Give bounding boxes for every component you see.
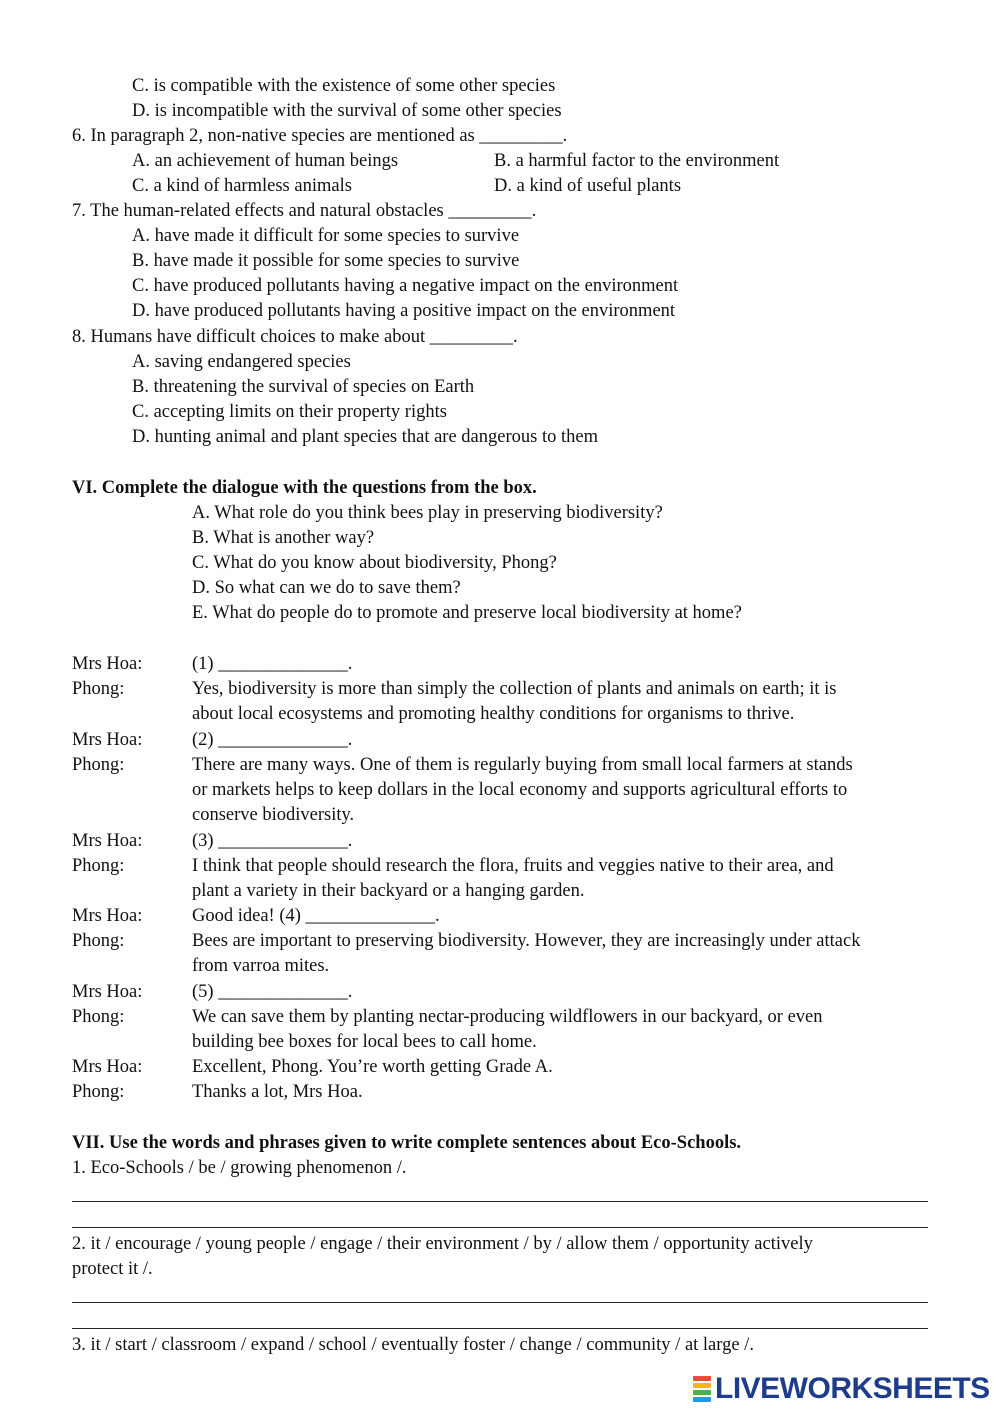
dialogue-speaker: Phong: bbox=[72, 755, 125, 775]
dialogue-speaker: Phong: bbox=[72, 679, 125, 699]
dialogue-speaker: Phong: bbox=[72, 1082, 125, 1102]
dialogue-line: about local ecosystems and promoting healthy conditions for organisms to thrive. bbox=[192, 704, 795, 724]
q6-option-d: D. a kind of useful plants bbox=[494, 176, 682, 196]
liveworksheets-logo bbox=[693, 1374, 990, 1404]
dialogue-line: I think that people should research the flora, fruits and veggies native to their area, and bbox=[192, 856, 834, 876]
q7-option-b: B. have made it possible for some species to survive bbox=[132, 251, 520, 271]
q8-option-c: C. accepting limits on their property rights bbox=[132, 402, 447, 422]
prompt-2-cont: protect it /. bbox=[72, 1259, 153, 1279]
dialogue-blank-3[interactable]: (3) ______________. bbox=[192, 831, 353, 851]
question-box-option: A. What role do you think bees play in preserving biodiversity? bbox=[192, 503, 663, 523]
dialogue-line: from varroa mites. bbox=[192, 956, 330, 976]
logo-bar bbox=[693, 1397, 711, 1402]
answer-line-2a[interactable] bbox=[72, 1302, 928, 1303]
dialogue-speaker: Mrs Hoa: bbox=[72, 906, 143, 926]
dialogue-line: Thanks a lot, Mrs Hoa. bbox=[192, 1082, 363, 1102]
q7-option-a: A. have made it difficult for some species to survive bbox=[132, 226, 520, 246]
question-box-option: D. So what can we do to save them? bbox=[192, 578, 461, 598]
section-6-heading: VI. Complete the dialogue with the questions from the box. bbox=[72, 478, 537, 498]
dialogue-line: conserve biodiversity. bbox=[192, 805, 355, 825]
prompt-2: 2. it / encourage / young people / engage / their environment / by / allow them / opportunity actively bbox=[72, 1234, 813, 1254]
dialogue-line: plant a variety in their backyard or a hanging garden. bbox=[192, 881, 585, 901]
q8-stem: 8. Humans have difficult choices to make about _________. bbox=[72, 327, 518, 347]
answer-line-1a[interactable] bbox=[72, 1201, 928, 1202]
answer-line-1b[interactable] bbox=[72, 1227, 928, 1228]
dialogue-speaker: Phong: bbox=[72, 1007, 125, 1027]
dialogue-line: There are many ways. One of them is regularly buying from small local farmers at stands bbox=[192, 755, 853, 775]
answer-line-2b[interactable] bbox=[72, 1328, 928, 1329]
dialogue-line: or markets helps to keep dollars in the local economy and supports agricultural efforts to bbox=[192, 780, 848, 800]
dialogue-blank-2[interactable]: (2) ______________. bbox=[192, 730, 353, 750]
question-box-option: B. What is another way? bbox=[192, 528, 375, 548]
q7-option-c: C. have produced pollutants having a negative impact on the environment bbox=[132, 276, 679, 296]
q6-option-c: C. a kind of harmless animals bbox=[132, 176, 352, 196]
prompt-3: 3. it / start / classroom / expand / school / eventually foster / change / community / at large /. bbox=[72, 1335, 754, 1355]
logo-mark-icon bbox=[693, 1376, 711, 1402]
dialogue-blank-5[interactable]: (5) ______________. bbox=[192, 982, 353, 1002]
logo-bar bbox=[693, 1390, 711, 1395]
q6-stem: 6. In paragraph 2, non-native species are mentioned as _________. bbox=[72, 126, 568, 146]
dialogue-blank-1[interactable]: (1) ______________. bbox=[192, 654, 353, 674]
question-box-option: C. What do you know about biodiversity, Phong? bbox=[192, 553, 557, 573]
dialogue-speaker: Phong: bbox=[72, 856, 125, 876]
dialogue-line: Bees are important to preserving biodiversity. However, they are increasingly under attack bbox=[192, 931, 861, 951]
q5-option-d: D. is incompatible with the survival of some other species bbox=[132, 101, 562, 121]
dialogue-line: Excellent, Phong. You’re worth getting Grade A. bbox=[192, 1057, 553, 1077]
question-box-option: E. What do people do to promote and preserve local biodiversity at home? bbox=[192, 603, 742, 623]
q6-option-b: B. a harmful factor to the environment bbox=[494, 151, 780, 171]
q8-option-b: B. threatening the survival of species on Earth bbox=[132, 377, 475, 397]
dialogue-speaker: Mrs Hoa: bbox=[72, 730, 143, 750]
prompt-1: 1. Eco-Schools / be / growing phenomenon /. bbox=[72, 1158, 407, 1178]
q8-option-a: A. saving endangered species bbox=[132, 352, 351, 372]
dialogue-line: We can save them by planting nectar-producing wildflowers in our backyard, or even bbox=[192, 1007, 823, 1027]
dialogue-line: building bee boxes for local bees to call home. bbox=[192, 1032, 537, 1052]
logo-bar bbox=[693, 1376, 711, 1381]
dialogue-speaker: Mrs Hoa: bbox=[72, 982, 143, 1002]
dialogue-speaker: Mrs Hoa: bbox=[72, 1057, 143, 1077]
dialogue-speaker: Mrs Hoa: bbox=[72, 831, 143, 851]
dialogue-speaker: Phong: bbox=[72, 931, 125, 951]
dialogue-blank-4[interactable]: Good idea! (4) ______________. bbox=[192, 906, 440, 926]
q6-option-a: A. an achievement of human beings bbox=[132, 151, 399, 171]
dialogue-speaker: Mrs Hoa: bbox=[72, 654, 143, 674]
q8-option-d: D. hunting animal and plant species that are dangerous to them bbox=[132, 427, 598, 447]
logo-text: LIVEWORKSHEETS bbox=[715, 1372, 990, 1405]
q7-option-d: D. have produced pollutants having a positive impact on the environment bbox=[132, 301, 676, 321]
logo-bar bbox=[693, 1383, 711, 1388]
section-7-heading: VII. Use the words and phrases given to write complete sentences about Eco-Schools. bbox=[72, 1133, 742, 1153]
q7-stem: 7. The human-related effects and natural obstacles _________. bbox=[72, 201, 537, 221]
q5-option-c: C. is compatible with the existence of some other species bbox=[132, 76, 556, 96]
dialogue-line: Yes, biodiversity is more than simply the collection of plants and animals on earth; it is bbox=[192, 679, 837, 699]
